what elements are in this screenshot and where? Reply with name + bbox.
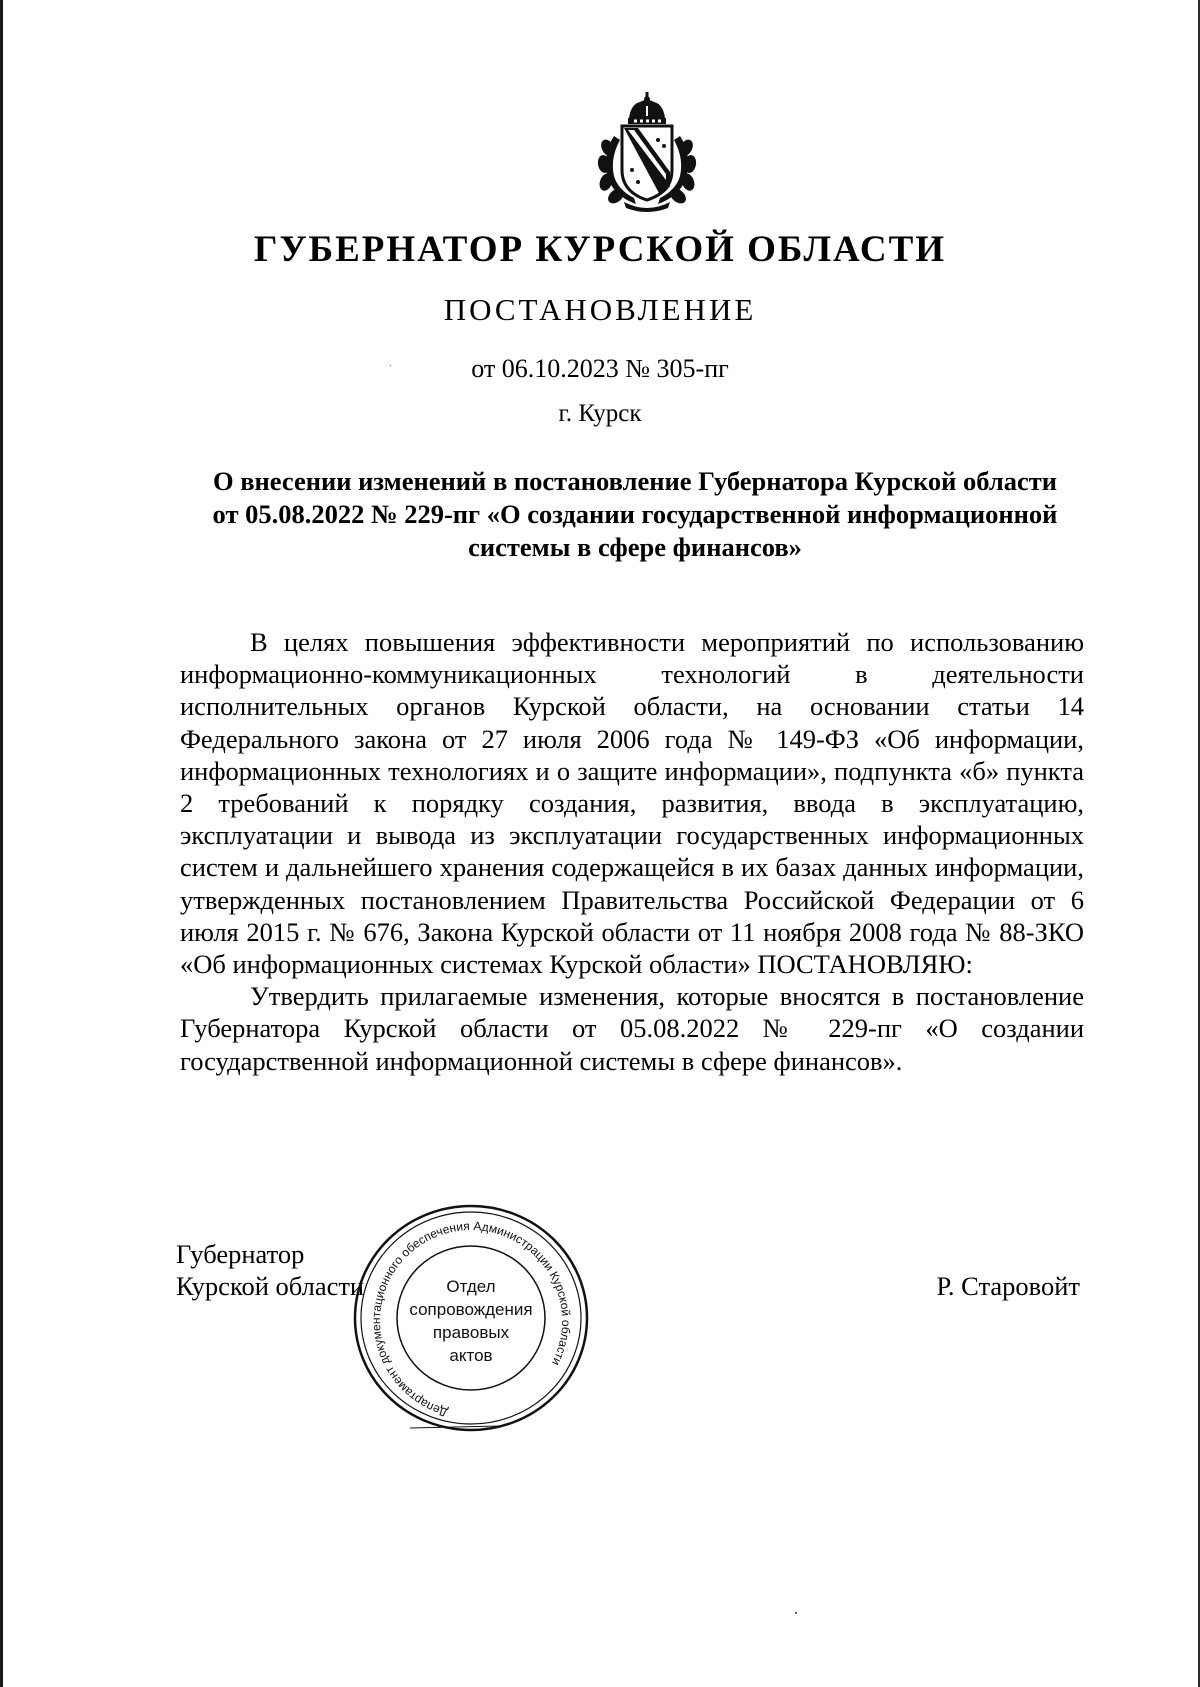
stamp-center-line: правовых bbox=[432, 1323, 510, 1342]
scan-speck bbox=[390, 365, 391, 366]
document-subject bbox=[170, 465, 1100, 564]
stamp-outer-text: Департамент документационного обеспечения Администрации Курской области bbox=[369, 1218, 574, 1420]
document-type: ПОСТАНОВЛЕНИЕ bbox=[443, 292, 757, 327]
document-body bbox=[180, 626, 1084, 1077]
subject-line: О внесении изменений в постановление Губернатора Курской области bbox=[212, 466, 1058, 496]
scan-speck bbox=[795, 1612, 797, 1614]
signatory-title bbox=[176, 1238, 364, 1302]
subject-line: от 05.08.2022 № 229-пг «О создании государственной информационной bbox=[212, 499, 1058, 529]
stamp-center-line: актов bbox=[449, 1346, 493, 1365]
body-paragraph: Утвердить прилагаемые изменения, которые вносятся в постановление Губернатора Курской области от 05.08.2022 № 229-пг «О создании государственной информационной системы в сфере финансов». bbox=[180, 981, 1084, 1076]
body-paragraph: В целях повышения эффективности мероприятий по использованию информационно-коммуникационных технологий в деятельности исполнительных органов Курской области, на основании статьи 14 Федерального закона от 27 июля 2006 года № 149-ФЗ «Об информации, информационных технологиях и о защите информации», подпункта «б» пункта 2 требований к порядку создания, развития, ввода в эксплуатацию, эксплуатации и вывода из эксплуатации государственных информационных систем и дальнейшего хранения содержащейся в их базах данных информации, утвержденных постановлением Правительства Российской Федерации от 6 июля 2015 г. № 676, Закона Курской области от 11 ноября 2008 года № 88-ЗКО «Об информационных системах Курской области» ПОСТАНОВЛЯЮ: bbox=[180, 627, 1084, 980]
kursk-coat-of-arms-icon bbox=[584, 92, 710, 212]
signatory-title-line: Курской области bbox=[176, 1271, 365, 1301]
subject-line: системы в сфере финансов» bbox=[468, 532, 802, 562]
authority-title: ГУБЕРНАТОР КУРСКОЙ ОБЛАСТИ bbox=[253, 229, 947, 270]
stamp-center-line: сопровождения bbox=[409, 1300, 533, 1319]
stamp-center-line: Отдел bbox=[446, 1277, 496, 1296]
document-number-date: от 06.10.2023 № 305-пг bbox=[471, 354, 729, 383]
document-city: г. Курск bbox=[558, 400, 642, 427]
signatory-title-line: Губернатор bbox=[176, 1239, 305, 1269]
official-stamp bbox=[350, 1200, 592, 1432]
signatory-name: Р. Старовойт bbox=[936, 1271, 1080, 1301]
